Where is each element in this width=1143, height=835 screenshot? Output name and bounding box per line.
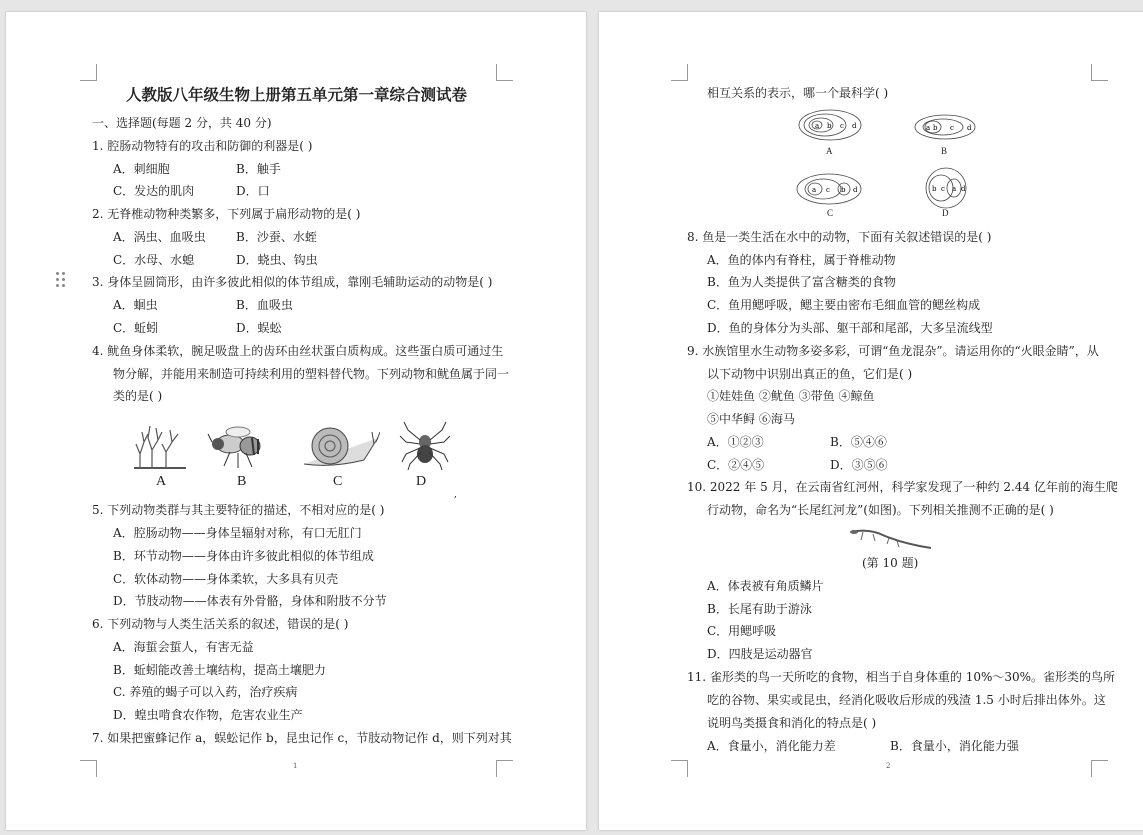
diagram-letter-d: d (852, 122, 857, 130)
q11-option-b: B．食量小，消化能力强 (890, 739, 1019, 753)
q7-label-c: C (827, 208, 834, 218)
question-7-line-1: 7. 如果把蜜蜂记作 a，蜈蚣记作 b，昆虫记作 c，节肢动物记作 d，则下列对其 (92, 731, 512, 745)
question-7-line-2: 相互关系的表示，哪一个最科学( ) (707, 86, 889, 100)
q7-diagram-d (923, 166, 969, 210)
q5-option-a: A．腔肠动物——身体呈辐射对称，有口无肛门 (113, 526, 362, 540)
q6-option-b: B．蚯蚓能改善土壤结构，提高土壤肥力 (113, 663, 326, 677)
q3-option-b: B．血吸虫 (236, 298, 293, 312)
q4-image-label-d: D (416, 474, 427, 489)
q1-option-a: A．刺细胞 (113, 162, 170, 176)
page-number: 2 (886, 762, 891, 770)
q10-option-a: A．体表被有角质鳞片 (707, 579, 824, 593)
document-page-2 (599, 12, 1143, 830)
q8-option-c: C．鱼用鳃呼吸，鳃主要由密布毛细血管的鳃丝构成 (707, 298, 981, 312)
q10-option-d: D．四肢是运动器官 (707, 647, 813, 661)
diagram-letter-b: b (932, 185, 937, 193)
bee-image (206, 420, 278, 472)
question-2: 2. 无脊椎动物种类繁多，下列属于扁形动物的是( ) (92, 207, 361, 221)
question-5: 5. 下列动物类群与其主要特征的描述，不相对应的是( ) (92, 503, 385, 517)
question-6: 6. 下列动物与人类生活关系的叙述，错误的是( ) (92, 617, 349, 631)
q4-image-label-b: B (237, 474, 247, 489)
reptile-fossil-image (849, 526, 933, 550)
q6-option-d: D．蝗虫啃食农作物，危害农业生产 (113, 708, 303, 722)
diagram-letter-c: c (840, 122, 844, 130)
q2-option-a: A．涡虫、血吸虫 (113, 230, 206, 244)
q7-label-a: A (826, 146, 833, 156)
page-title: 人教版八年级生物上册第五单元第一章综合测试卷 (126, 86, 468, 104)
diagram-letter-a: a (926, 124, 931, 132)
q2-option-b: B．沙蚕、水蛭 (236, 230, 317, 244)
crop-mark (80, 64, 97, 81)
q5-option-d: D．节肢动物——体表有外骨骼，身体和附肢不分节 (113, 594, 387, 608)
question-9-line-2: 以下动物中识别出真正的鱼，它们是( ) (707, 367, 913, 381)
question-1: 1. 腔肠动物特有的攻击和防御的利器是( ) (92, 139, 313, 153)
q7-label-b: B (941, 146, 948, 156)
q9-option-b: B．⑤④⑥ (830, 435, 887, 449)
question-11-line-3: 说明鸟类摄食和消化的特点是( ) (707, 716, 877, 730)
question-10-line-1: 10. 2022 年 5 月，在云南省红河州，科学家发现了一种约 2.44 亿年前的海生爬 (687, 480, 1118, 494)
crop-mark (671, 760, 688, 777)
diagram-letter-c: c (941, 185, 945, 193)
q6-option-a: A．海蜇会蜇人，有害无益 (113, 640, 254, 654)
question-4-line-1: 4. 鱿鱼身体柔软，腕足吸盘上的齿环由丝状蛋白质构成。这些蛋白质可通过生 (92, 344, 504, 358)
diagram-letter-a: a (815, 122, 820, 130)
section-heading: 一、选择题(每题 2 分，共 40 分) (92, 116, 272, 130)
q10-option-b: B．长尾有助于游泳 (707, 602, 812, 616)
diagram-letter-b: b (933, 124, 938, 132)
q11-option-a: A．食量小，消化能力差 (707, 739, 836, 753)
q2-option-d: D．蛲虫、钩虫 (236, 253, 318, 267)
q9-choices-line-1: ①娃娃鱼 ②鱿鱼 ③带鱼 ④鲸鱼 (707, 389, 875, 403)
diagram-letter-d: d (967, 124, 972, 132)
figure-caption: (第 10 题) (862, 556, 919, 570)
q7-label-d: D (942, 208, 949, 218)
document-page-1 (6, 12, 586, 830)
q9-option-a: A．①②③ (707, 435, 764, 449)
diagram-letter-b: b (841, 186, 846, 194)
question-10-line-2: 行动物，命名为“长尾红河龙”(如图)。下列相关推测不正确的是( ) (707, 503, 1054, 517)
q1-option-c: C．发达的肌肉 (113, 184, 195, 198)
q9-choices-line-2: ⑤中华鲟 ⑥海马 (707, 412, 795, 426)
q1-option-d: D．口 (236, 184, 270, 198)
diagram-letter-c: c (826, 186, 830, 194)
crop-mark (671, 64, 688, 81)
stray-mark: , (454, 490, 457, 500)
diagram-letter-b: b (827, 122, 832, 130)
diagram-letter-a: a (812, 186, 817, 194)
spider-image (398, 418, 452, 472)
question-3: 3. 身体呈圆筒形，由许多彼此相似的体节组成，靠刚毛辅助运动的动物是( ) (92, 275, 493, 289)
q8-option-b: B．鱼为人类提供了富含糖类的食物 (707, 275, 896, 289)
q9-option-d: D．③⑤⑥ (830, 458, 888, 472)
q4-image-label-a: A (156, 474, 167, 489)
q1-option-b: B．触手 (236, 162, 281, 176)
q8-option-d: D．鱼的身体分为头部、躯干部和尾部，大多呈流线型 (707, 321, 993, 335)
q4-image-label-c: C (333, 474, 343, 489)
drag-handle[interactable] (56, 272, 68, 290)
q7-diagram-c (795, 172, 863, 206)
q10-option-c: C．用鳃呼吸 (707, 624, 777, 638)
question-4-line-3: 类的是( ) (113, 389, 163, 403)
q3-option-d: D．蜈蚣 (236, 321, 282, 335)
crop-mark (496, 760, 513, 777)
q3-option-a: A．蛔虫 (113, 298, 158, 312)
q8-option-a: A．鱼的体内有脊柱，属于脊椎动物 (707, 253, 896, 267)
crop-mark (496, 64, 513, 81)
snail-image (302, 420, 380, 470)
question-11-line-1: 11. 雀形类的鸟一天所吃的食物，相当于自身体重的 10%～30%。雀形类的鸟所 (687, 670, 1116, 684)
crop-mark (80, 760, 97, 777)
q3-option-c: C．蚯蚓 (113, 321, 159, 335)
question-9-line-1: 9. 水族馆里水生动物多姿多彩，可谓“鱼龙混杂”。请运用你的“火眼金睛”，从 (687, 344, 1099, 358)
diagram-letter-c: c (950, 124, 954, 132)
question-8: 8. 鱼是一类生活在水中的动物，下面有关叙述错误的是( ) (687, 230, 992, 244)
diagram-letter-d: d (853, 186, 858, 194)
q5-option-b: B．环节动物——身体由许多彼此相似的体节组成 (113, 549, 374, 563)
q7-diagram-a (797, 108, 863, 142)
crop-mark (1091, 760, 1108, 777)
diagram-letter-d: d (961, 185, 966, 193)
page-number: 1 (293, 762, 298, 770)
q6-option-c: C. 养殖的蝎子可以入药，治疗疾病 (113, 685, 298, 699)
q2-option-c: C．水母、水螅 (113, 253, 195, 267)
coral-image (132, 414, 188, 470)
question-4-line-2: 物分解，并能用来制造可持续利用的塑料替代物。下列动物和鱿鱼属于同一 (113, 367, 510, 381)
q7-diagram-b (913, 113, 977, 141)
crop-mark (1091, 64, 1108, 81)
q9-option-c: C．②④⑤ (707, 458, 765, 472)
diagram-letter-a: a (952, 185, 957, 193)
question-11-line-2: 吃的谷物、果实或昆虫，经消化吸收后形成的残渣 1.5 小时后排出体外。这 (707, 693, 1106, 707)
q5-option-c: C．软体动物——身体柔软，大多具有贝壳 (113, 572, 339, 586)
